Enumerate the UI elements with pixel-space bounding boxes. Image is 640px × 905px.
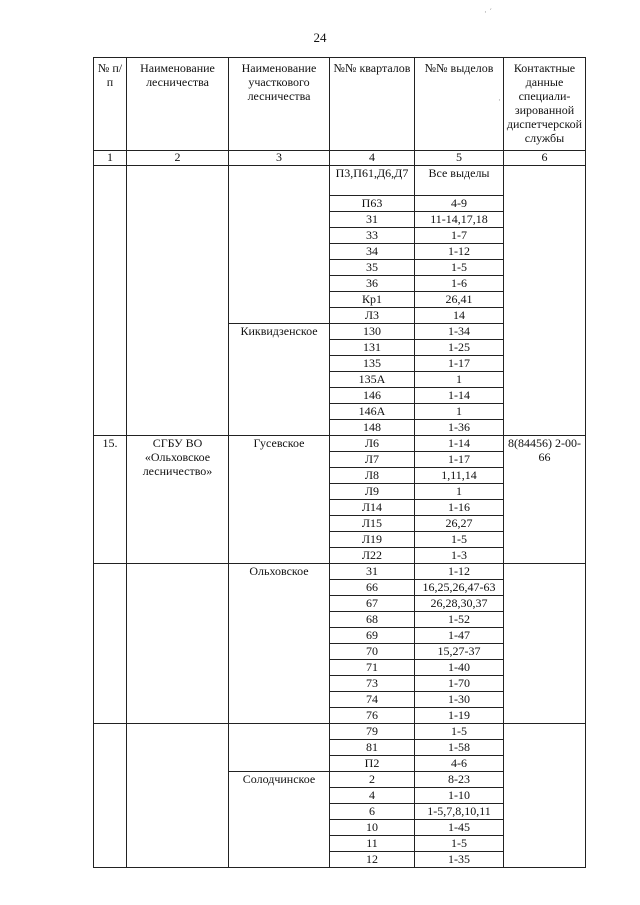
kvartal-cell: 73 (330, 676, 415, 692)
header-contacts: Контактные данные специали-зированной диспетчерской службы (504, 58, 586, 151)
vydel-cell: 1 (415, 484, 504, 500)
kvartal-cell: 79 (330, 724, 415, 740)
vydel-cell: 1-34 (415, 324, 504, 340)
row-number-cell (94, 166, 127, 436)
kvartal-cell: Л7 (330, 452, 415, 468)
vydel-cell: 1-10 (415, 788, 504, 804)
table-row (94, 564, 586, 580)
district-name-cell: Гусевское (229, 436, 330, 564)
kvartal-cell: 31 (330, 564, 415, 580)
forestry-name-cell (127, 166, 229, 436)
vydel-cell: 1-16 (415, 500, 504, 516)
contact-cell (504, 564, 586, 724)
vydel-cell: 1-3 (415, 548, 504, 564)
district-name-cell: Ольховское (229, 564, 330, 724)
vydel-cell: 1-36 (415, 420, 504, 436)
kvartal-cell: 68 (330, 612, 415, 628)
forestry-table (93, 57, 586, 868)
vydel-cell: 1-7 (415, 228, 504, 244)
kvartal-cell: 74 (330, 692, 415, 708)
district-name-cell (229, 724, 330, 772)
scan-speck: · ′ (484, 8, 492, 18)
vydel-cell: 26,41 (415, 292, 504, 308)
kvartal-cell: Кр1 (330, 292, 415, 308)
vydel-cell: 1-12 (415, 244, 504, 260)
district-name-cell (229, 166, 330, 324)
vydel-cell: 1-19 (415, 708, 504, 724)
vydel-cell: 26,28,30,37 (415, 596, 504, 612)
column-number: 3 (229, 151, 330, 166)
vydel-cell: 1-14 (415, 388, 504, 404)
kvartal-cell: Л19 (330, 532, 415, 548)
header-row (94, 58, 586, 151)
kvartal-cell: Л22 (330, 548, 415, 564)
kvartal-cell: 146 (330, 388, 415, 404)
header-number: № п/п (94, 58, 127, 151)
forestry-name-cell (127, 724, 229, 868)
kvartal-cell: Л15 (330, 516, 415, 532)
kvartal-cell: 81 (330, 740, 415, 756)
kvartal-cell: 33 (330, 228, 415, 244)
vydel-cell: 1-5 (415, 836, 504, 852)
vydel-cell: 26,27 (415, 516, 504, 532)
vydel-cell: 1-40 (415, 660, 504, 676)
vydel-cell: 1 (415, 372, 504, 388)
table-row (94, 724, 586, 740)
kvartal-cell: 34 (330, 244, 415, 260)
vydel-cell: 1-5,7,8,10,11 (415, 804, 504, 820)
header-forestry-name: Наименование лесничества (127, 58, 229, 151)
vydel-cell: 16,25,26,47-63 (415, 580, 504, 596)
kvartal-cell: Л8 (330, 468, 415, 484)
kvartal-cell: Л3 (330, 308, 415, 324)
kvartal-cell: 4 (330, 788, 415, 804)
vydel-cell: 1-5 (415, 260, 504, 276)
district-name-cell: Солодчинское (229, 772, 330, 868)
vydel-cell: 11-14,17,18 (415, 212, 504, 228)
table-row (94, 166, 586, 196)
table-body (94, 166, 586, 868)
kvartal-cell: П63 (330, 196, 415, 212)
column-number-row (94, 151, 586, 166)
contact-cell (504, 724, 586, 868)
vydel-cell: 1-70 (415, 676, 504, 692)
header-district-name: Наименование участкового лесничества (229, 58, 330, 151)
kvartal-cell: 70 (330, 644, 415, 660)
kvartal-cell: 71 (330, 660, 415, 676)
table-row (94, 436, 586, 452)
vydel-cell: 1,11,14 (415, 468, 504, 484)
kvartal-cell: Л14 (330, 500, 415, 516)
kvartal-cell: 12 (330, 852, 415, 868)
kvartal-cell: 148 (330, 420, 415, 436)
vydel-cell: 1 (415, 404, 504, 420)
kvartal-cell: 6 (330, 804, 415, 820)
vydel-cell: 14 (415, 308, 504, 324)
forestry-name-cell (127, 564, 229, 724)
kvartal-cell: 67 (330, 596, 415, 612)
vydel-cell: 1-14 (415, 436, 504, 452)
vydel-cell: Все выделы (415, 166, 504, 196)
kvartal-cell: 131 (330, 340, 415, 356)
kvartal-cell: 31 (330, 212, 415, 228)
vydel-cell: 15,27-37 (415, 644, 504, 660)
vydel-cell: 1-5 (415, 724, 504, 740)
kvartal-cell: П3,П61,Д6,Д7 (330, 166, 415, 196)
column-number: 1 (94, 151, 127, 166)
row-number-cell (94, 724, 127, 868)
forestry-name-cell: СГБУ ВО «Ольховское лесничество» (127, 436, 229, 564)
vydel-cell: 1-17 (415, 356, 504, 372)
column-number: 4 (330, 151, 415, 166)
row-number-cell: 15. (94, 436, 127, 564)
kvartal-cell: 35 (330, 260, 415, 276)
vydel-cell: 4-6 (415, 756, 504, 772)
district-name-cell: Киквидзенское (229, 324, 330, 436)
vydel-cell: 1-17 (415, 452, 504, 468)
scan-speck: · (498, 96, 501, 106)
contact-cell (504, 166, 586, 436)
vydel-cell: 1-25 (415, 340, 504, 356)
vydel-cell: 1-30 (415, 692, 504, 708)
header-vydels: №№ выделов (415, 58, 504, 151)
vydel-cell: 1-12 (415, 564, 504, 580)
vydel-cell: 8-23 (415, 772, 504, 788)
vydel-cell: 4-9 (415, 196, 504, 212)
kvartal-cell: П2 (330, 756, 415, 772)
kvartal-cell: 76 (330, 708, 415, 724)
vydel-cell: 1-45 (415, 820, 504, 836)
kvartal-cell: 11 (330, 836, 415, 852)
kvartal-cell: 146А (330, 404, 415, 420)
vydel-cell: 1-58 (415, 740, 504, 756)
vydel-cell: 1-52 (415, 612, 504, 628)
vydel-cell: 1-5 (415, 532, 504, 548)
kvartal-cell: 36 (330, 276, 415, 292)
kvartal-cell: 69 (330, 628, 415, 644)
vydel-cell: 1-6 (415, 276, 504, 292)
vydel-cell: 1-47 (415, 628, 504, 644)
kvartal-cell: 135А (330, 372, 415, 388)
contact-cell: 8(84456) 2-00-66 (504, 436, 586, 564)
kvartal-cell: 10 (330, 820, 415, 836)
kvartal-cell: 66 (330, 580, 415, 596)
row-number-cell (94, 564, 127, 724)
kvartal-cell: 135 (330, 356, 415, 372)
kvartal-cell: 130 (330, 324, 415, 340)
vydel-cell: 1-35 (415, 852, 504, 868)
header-kvartals: №№ кварталов (330, 58, 415, 151)
kvartal-cell: Л9 (330, 484, 415, 500)
kvartal-cell: Л6 (330, 436, 415, 452)
column-number: 2 (127, 151, 229, 166)
kvartal-cell: 2 (330, 772, 415, 788)
page-number: 24 (313, 30, 327, 45)
column-number: 5 (415, 151, 504, 166)
column-number: 6 (504, 151, 586, 166)
